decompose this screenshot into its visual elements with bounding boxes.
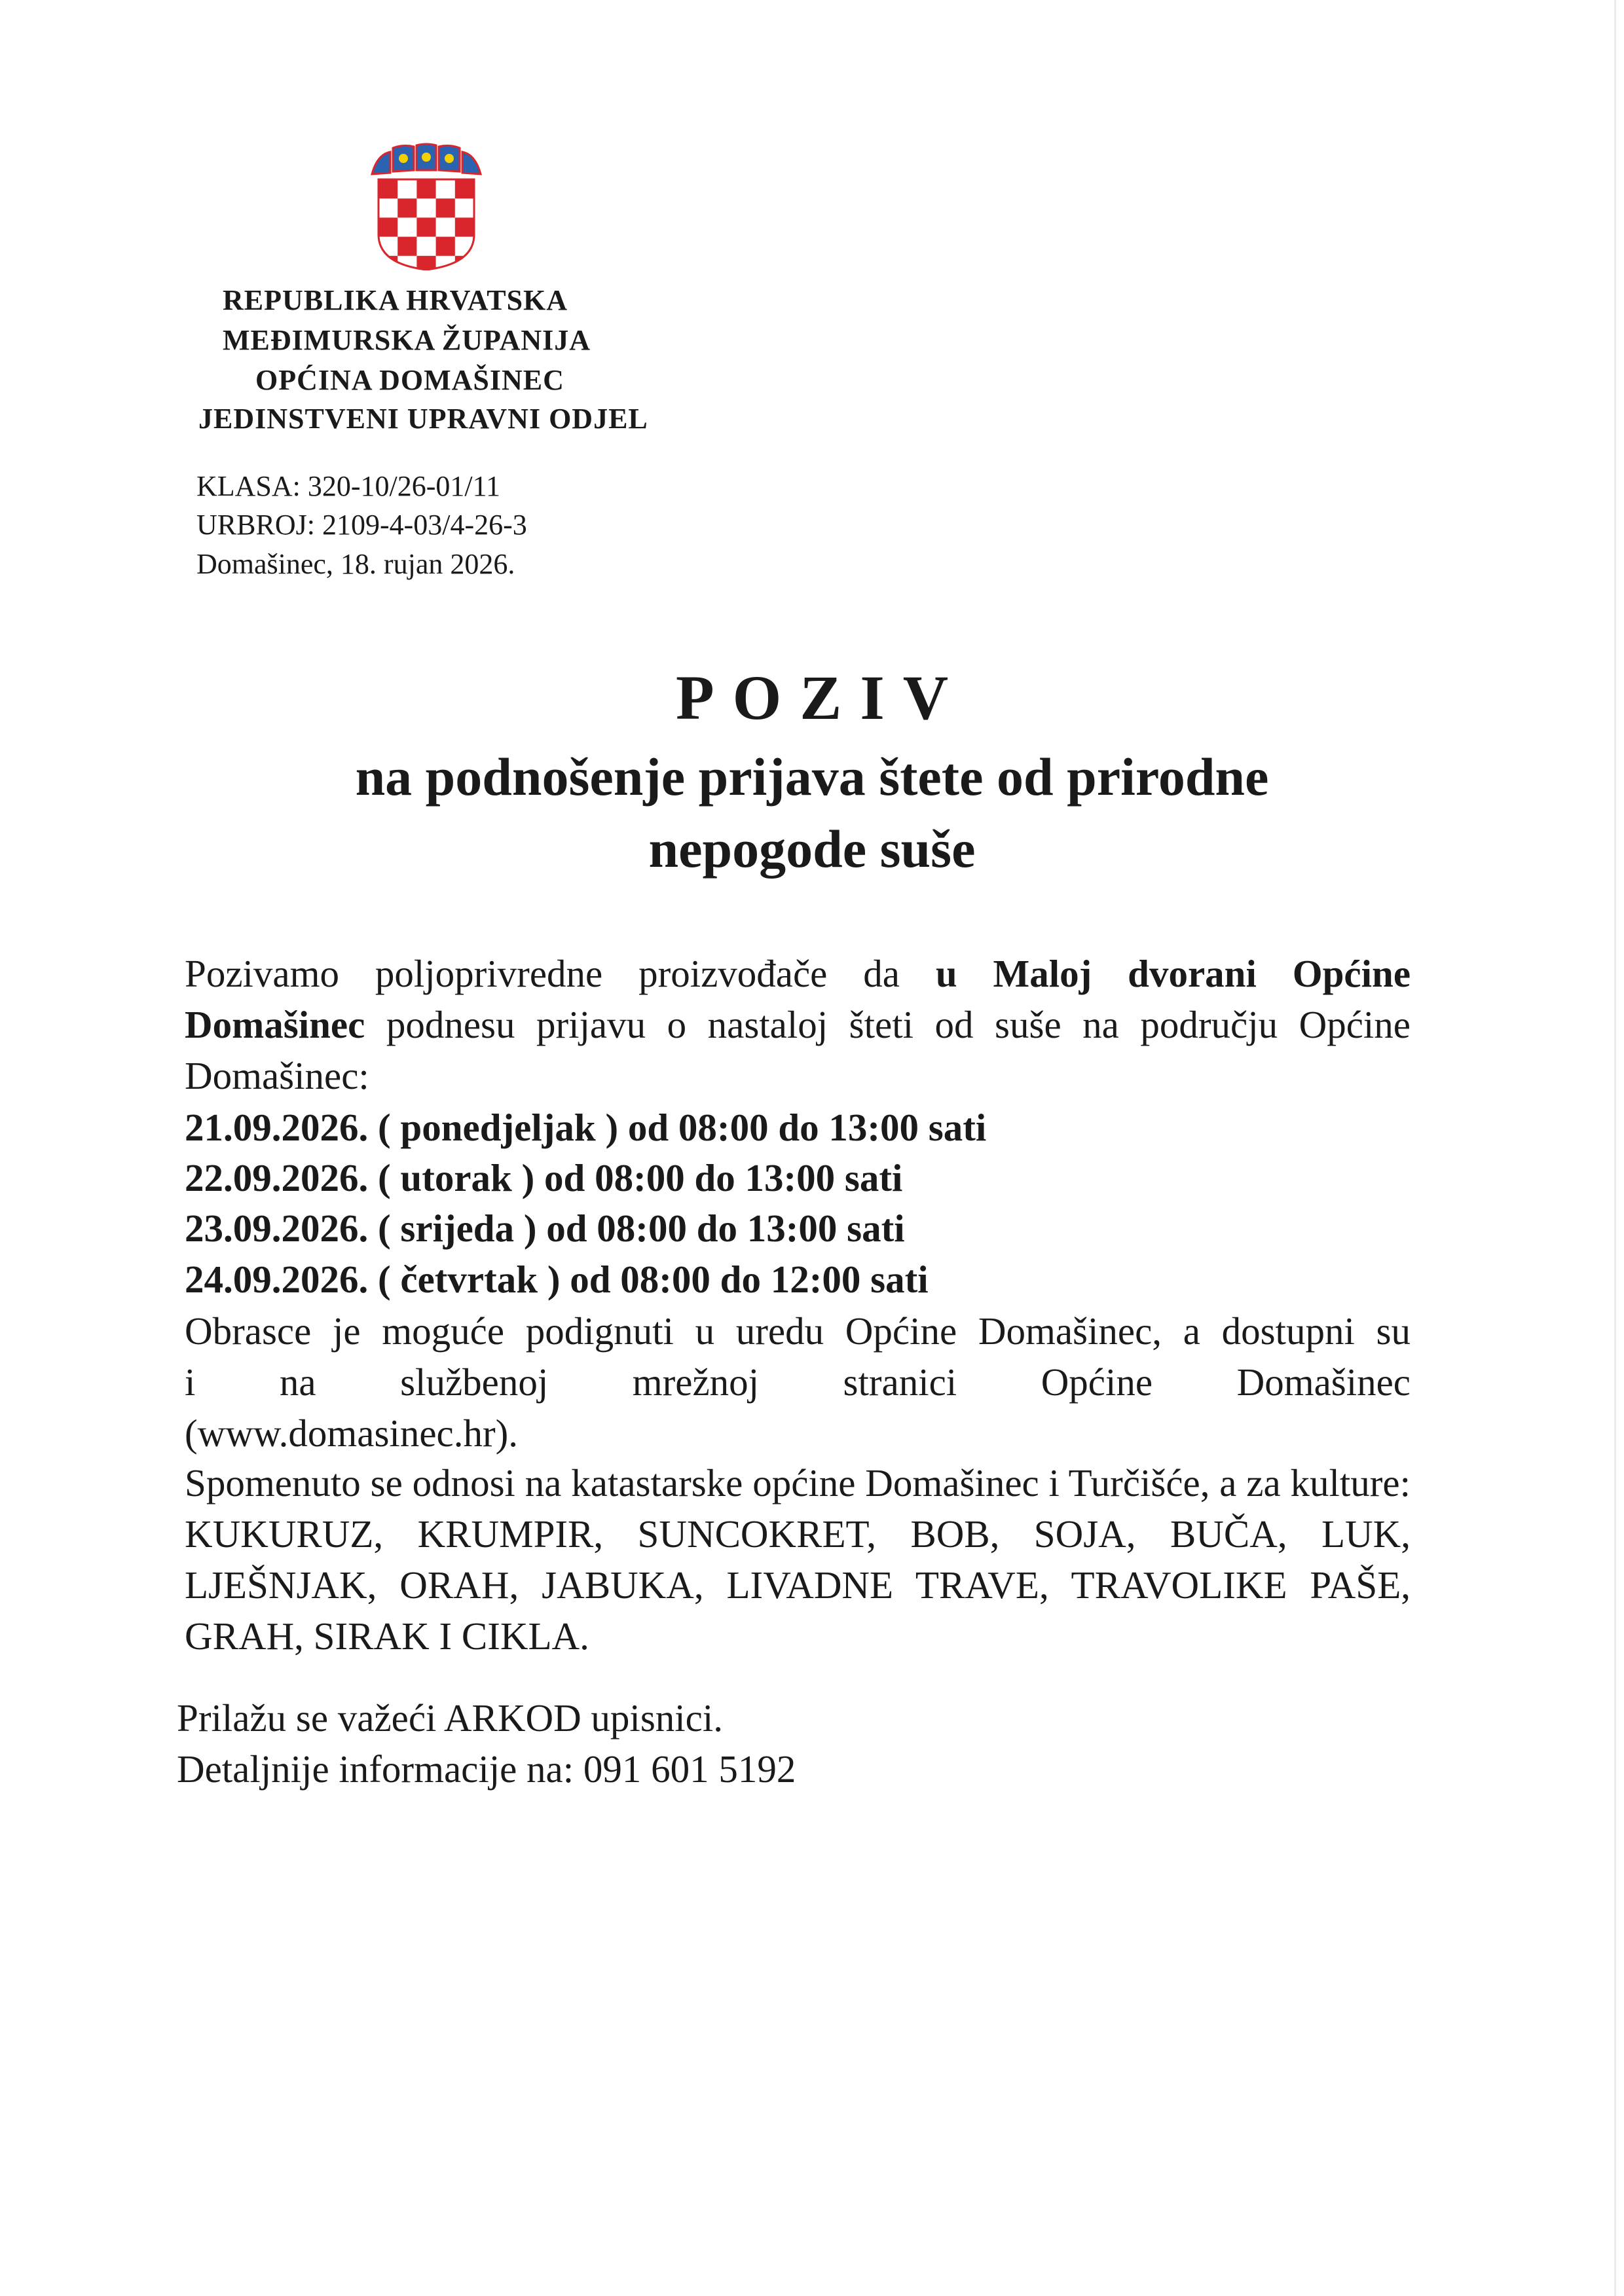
- intro-location: u Maloj dvorani Općine Domašinec: [185, 952, 1411, 1046]
- meta-urbroj: URBROJ: 2109-4-03/4-26-3: [196, 509, 527, 541]
- document-subtitle-line2: nepogode suše: [648, 819, 976, 879]
- checker-square: [436, 237, 456, 257]
- forms-paragraph: [185, 1305, 1411, 1459]
- forms-line2: i na službenoj mrežnoj stranici Općine Domašinec: [185, 1360, 1411, 1404]
- checker-square: [455, 179, 475, 199]
- meta-date: Domašinec, 18. rujan 2026.: [196, 548, 515, 580]
- checker-square: [397, 179, 417, 199]
- meta-klasa: KLASA: 320-10/26-01/11: [196, 470, 501, 502]
- forms-line1: Obrasce je moguće podignuti u uredu Općine Domašinec, a dostupni su: [185, 1309, 1411, 1353]
- schedule-item: 21.09.2026. ( ponedjeljak ) od 08:00 do 13:00 sati: [185, 1106, 987, 1149]
- schedule-item: 22.09.2026. ( utorak ) od 08:00 do 13:00 sati: [185, 1156, 903, 1199]
- checker-square: [416, 237, 436, 257]
- footer-contact: Detaljnije informacije na: 091 601 5192: [177, 1747, 796, 1791]
- checker-square: [416, 198, 436, 218]
- header-county: MEĐIMURSKA ŽUPANIJA: [223, 324, 591, 356]
- header-republic: REPUBLIKA HRVATSKA: [223, 284, 568, 316]
- checker-square: [455, 198, 475, 218]
- checker-square: [455, 256, 475, 270]
- checker-square: [416, 179, 436, 199]
- checker-square: [397, 237, 417, 257]
- document-subtitle-line1: na podnošenje prijava štete od prirodne: [355, 747, 1269, 807]
- checker-square: [397, 198, 417, 218]
- checker-square: [416, 217, 436, 237]
- schedule-item: 24.09.2026. ( četvrtak ) od 08:00 do 12:00 sati: [185, 1258, 929, 1301]
- cultures-paragraph: Spomenuto se odnosi na katastarske općine Domašinec i Turčišće, a za kulture: KUKURUZ, KRUMPIR, SUNCOKRET, BOB, SOJA, BUČA, LUK, LJEŠNJAK, ORAH, JABUKA, LIVADNE TRAVE, TRAVOLIKE PAŠE, GRAH, SIRAK I CIKLA.: [185, 1461, 1411, 1658]
- checker-square: [378, 256, 398, 270]
- checker-square: [436, 179, 456, 199]
- checker-square: [436, 217, 456, 237]
- scan-edge: [1614, 0, 1616, 2296]
- intro-text-end: podnesu prijavu o nastaloj šteti od suše na području Općine Domašinec:: [185, 1003, 1411, 1097]
- checker-square: [455, 217, 475, 237]
- croatian-coat-of-arms-icon: [364, 143, 489, 270]
- intro-paragraph: [185, 948, 1411, 1101]
- footer-arkod-note: Prilažu se važeći ARKOD upisnici.: [177, 1696, 724, 1740]
- schedule-item: 23.09.2026. ( srijeda ) od 08:00 do 13:00 sati: [185, 1207, 905, 1250]
- checker-square: [397, 217, 417, 237]
- checker-square: [378, 198, 398, 218]
- checker-square: [436, 198, 456, 218]
- crown: [372, 144, 481, 174]
- checker-square: [378, 179, 398, 199]
- checkerboard: [378, 179, 475, 270]
- intro-text-start: Pozivamo poljoprivredne proizvođače da: [185, 952, 936, 995]
- header-department: JEDINSTVENI UPRAVNI ODJEL: [198, 403, 648, 435]
- header-municipality: OPĆINA DOMAŠINEC: [255, 364, 564, 396]
- checker-square: [378, 217, 398, 237]
- document-title: POZIV: [675, 663, 967, 733]
- forms-website: (www.domasinec.hr).: [185, 1412, 518, 1455]
